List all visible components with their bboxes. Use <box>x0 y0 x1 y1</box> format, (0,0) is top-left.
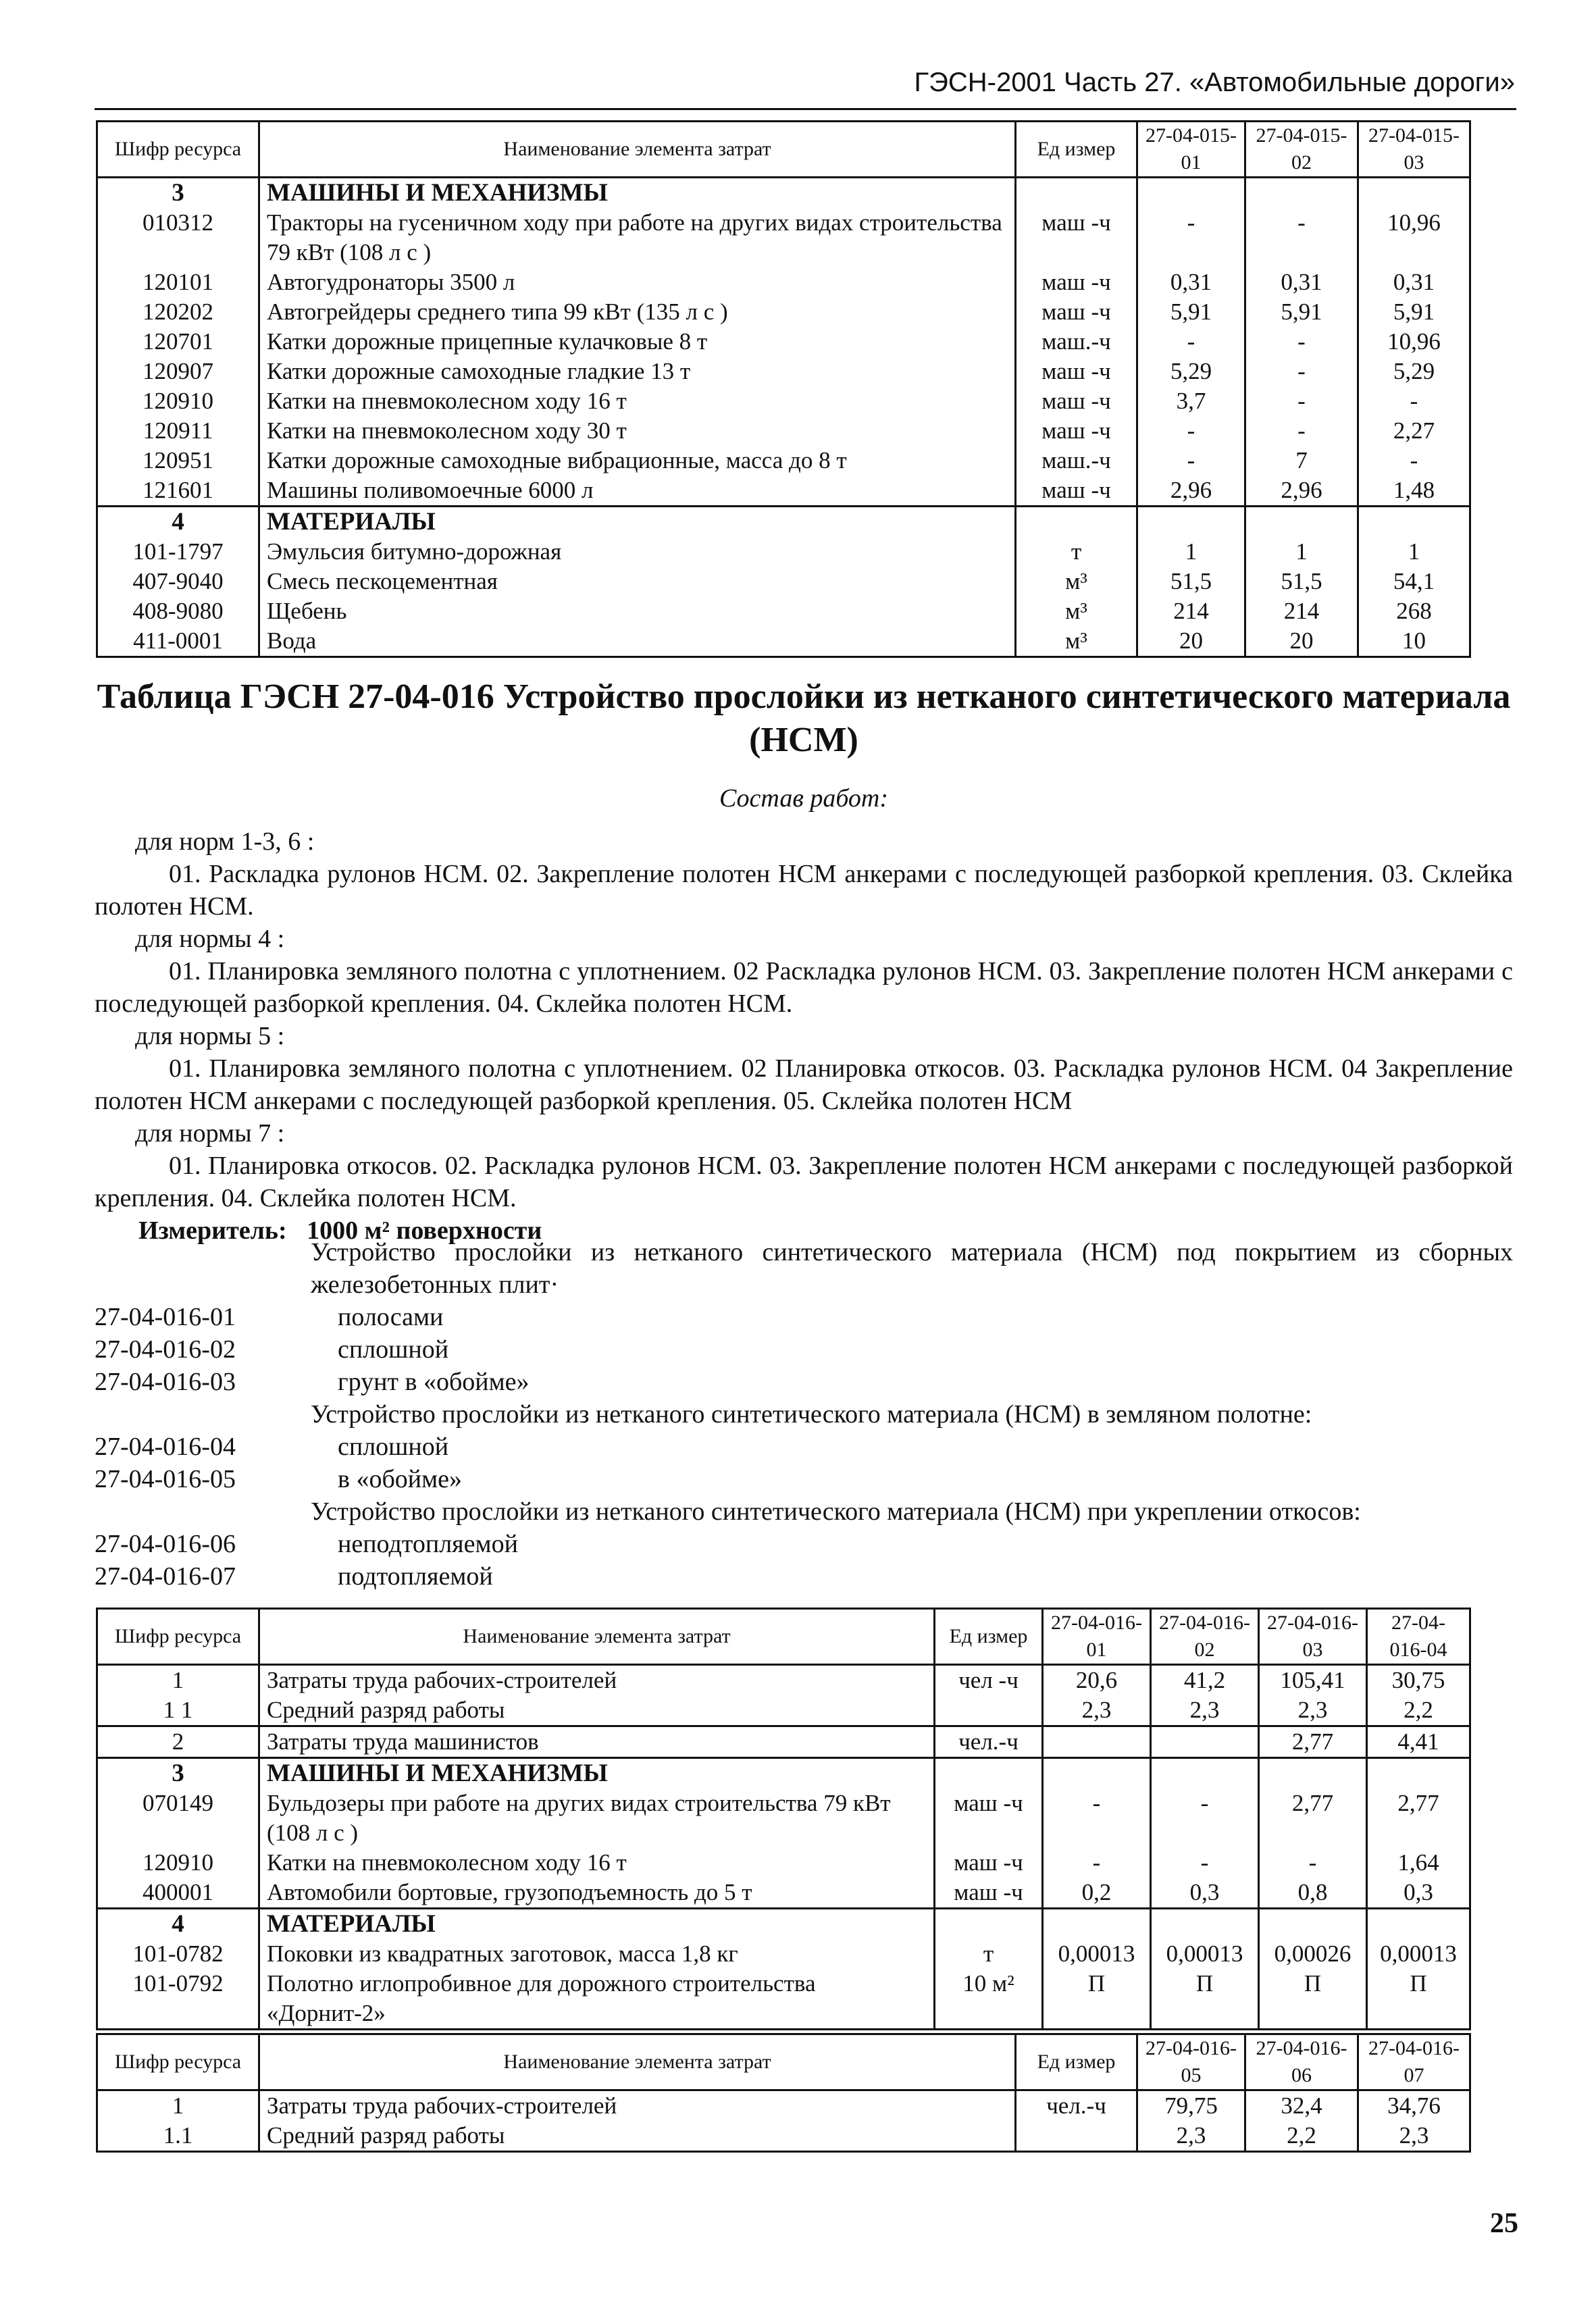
cell-name: Затраты труда машинистов <box>259 1726 935 1758</box>
cell-unit: т <box>935 1939 1043 1969</box>
cell-value: - <box>1245 416 1358 446</box>
table-row <box>97 596 1470 626</box>
cell-value: 5,91 <box>1137 297 1245 327</box>
col-unit: Ед измер <box>935 1609 1043 1665</box>
cell-name: МАТЕРИАЛЫ <box>259 507 1016 538</box>
table-header <box>97 2034 1470 2090</box>
cell-name: Бульдозеры при работе на других видах строительства 79 кВт (108 л с ) <box>259 1789 935 1848</box>
cell-name: Затраты труда рабочих-строителей <box>259 1665 935 1696</box>
cell-value: 32,4 <box>1245 2090 1358 2122</box>
cell-name: Катки дорожные самоходные вибрационные, масса до 8 т <box>259 446 1016 475</box>
cell-value: 79,75 <box>1137 2090 1245 2122</box>
table-row <box>97 1909 1470 1940</box>
cell-value: 2,3 <box>1259 1695 1367 1726</box>
cell-unit: маш -ч <box>935 1848 1043 1878</box>
cell-unit: маш -ч <box>1016 416 1137 446</box>
cell-value: П <box>1151 1969 1259 2030</box>
cell-name: МАШИНЫ И МЕХАНИЗМЫ <box>259 178 1016 209</box>
col-norm: 27-04-016-05 <box>1137 2034 1245 2090</box>
table-row <box>97 2090 1470 2122</box>
cell-value: 1 <box>1137 537 1245 567</box>
cell-value: 1 <box>1245 537 1358 567</box>
col-norm: 27-04-016-01 <box>1043 1609 1151 1665</box>
col-name: Наименование элемента затрат <box>259 122 1016 178</box>
cell-value: 0,00013 <box>1367 1939 1470 1969</box>
cell-unit: маш -ч <box>935 1789 1043 1848</box>
norm-label: в «обойме» <box>338 1465 463 1493</box>
cell-value: - <box>1151 1789 1259 1848</box>
norm-group-label: для нормы 5 : <box>135 1022 285 1050</box>
cell-name: Катки дорожные прицепные кулачковые 8 т <box>259 327 1016 357</box>
cell-name: Вода <box>259 626 1016 657</box>
measure-label: Измеритель: <box>138 1216 287 1245</box>
cell-code: 3 <box>97 1758 259 1789</box>
cell-value: 0,31 <box>1137 267 1245 297</box>
cell-name: Катки на пневмоколесном ходу 16 т <box>259 1848 935 1878</box>
col-norm: 27-04-015-01 <box>1137 122 1245 178</box>
cell-name: МАТЕРИАЛЫ <box>259 1909 935 1940</box>
cell-code: 3 <box>97 178 259 209</box>
cell-unit: маш -ч <box>1016 297 1137 327</box>
cell-code: 070149 <box>97 1789 259 1848</box>
cell-value: 2,3 <box>1137 2121 1245 2152</box>
cell-unit: маш.-ч <box>1016 327 1137 357</box>
table-row <box>97 1848 1470 1878</box>
norm-list <box>95 1236 1513 1593</box>
group-title: Устройство прослойки из нетканого синтетического материала (НСМ) в земляном полотне: <box>311 1400 1312 1429</box>
norm-label: грунт в «обойме» <box>338 1368 530 1396</box>
norm-label: полосами <box>338 1303 444 1331</box>
cell-value: - <box>1151 1848 1259 1878</box>
measure-value: 1000 м² поверхности <box>307 1216 542 1245</box>
cell-unit: м³ <box>1016 567 1137 596</box>
cell-value: - <box>1043 1848 1151 1878</box>
cell-value: 2,2 <box>1245 2121 1358 2152</box>
cell-value: 4,41 <box>1367 1726 1470 1758</box>
cell-value: 0,31 <box>1245 267 1358 297</box>
cell-value: 1,48 <box>1358 475 1470 507</box>
cell-unit: м³ <box>1016 596 1137 626</box>
col-code: Шифр ресурса <box>97 122 259 178</box>
col-unit: Ед измер <box>1016 122 1137 178</box>
table-row <box>97 386 1470 416</box>
cell-value: 20,6 <box>1043 1665 1151 1696</box>
cell-code: 400001 <box>97 1878 259 1909</box>
norm-row <box>95 1333 1513 1366</box>
cell-code: 010312 <box>97 208 259 267</box>
col-norm: 27-04-015-02 <box>1245 122 1358 178</box>
cell-code: 1 1 <box>97 1695 259 1726</box>
cell-name: Автогудронаторы 3500 л <box>259 267 1016 297</box>
cell-value: 2,27 <box>1358 416 1470 446</box>
norm-code: 27-04-016-06 <box>95 1530 236 1558</box>
table-row <box>97 178 1470 209</box>
norm-row <box>95 1528 1513 1560</box>
cell-unit: маш -ч <box>1016 386 1137 416</box>
table-header <box>97 1609 1470 1665</box>
composition-label: Состав работ: <box>719 784 889 813</box>
cell-code: 120910 <box>97 1848 259 1878</box>
table-row <box>97 267 1470 297</box>
cell-value: 5,91 <box>1245 297 1358 327</box>
cell-value: - <box>1137 446 1245 475</box>
cell-code: 101-0782 <box>97 1939 259 1969</box>
table-row <box>97 357 1470 386</box>
cell-name: Катки на пневмоколесном ходу 16 т <box>259 386 1016 416</box>
norm-code: 27-04-016-05 <box>95 1465 236 1493</box>
cell-code: 120951 <box>97 446 259 475</box>
cell-code: 101-0792 <box>97 1969 259 2030</box>
cell-value: 7 <box>1245 446 1358 475</box>
cell-value: 10 <box>1358 626 1470 657</box>
col-norm: 27-04-016-06 <box>1245 2034 1358 2090</box>
cell-unit: чел.-ч <box>1016 2090 1137 2122</box>
table-row <box>97 327 1470 357</box>
norm-code: 27-04-016-02 <box>95 1335 236 1364</box>
cell-unit: т <box>1016 537 1137 567</box>
composition-block <box>95 825 1513 1247</box>
col-unit: Ед измер <box>1016 2034 1137 2090</box>
table-row <box>97 1939 1470 1969</box>
cell-value: 0,2 <box>1043 1878 1151 1909</box>
cell-code: 120101 <box>97 267 259 297</box>
cell-value: 2,96 <box>1245 475 1358 507</box>
table-row <box>97 1789 1470 1848</box>
table-row <box>97 475 1470 507</box>
cell-unit: маш -ч <box>935 1878 1043 1909</box>
cell-name: МАШИНЫ И МЕХАНИЗМЫ <box>259 1758 935 1789</box>
norm-row <box>95 1463 1513 1495</box>
cell-unit <box>935 1695 1043 1726</box>
norm-label: подтопляемой <box>338 1562 493 1591</box>
cell-unit: маш.-ч <box>1016 446 1137 475</box>
cell-name: Смесь пескоцементная <box>259 567 1016 596</box>
norm-label: сплошной <box>338 1335 449 1364</box>
group-title: Устройство прослойки из нетканого синтетического материала (НСМ) при укреплении откосов: <box>311 1497 1361 1526</box>
cell-code: 1.1 <box>97 2121 259 2152</box>
col-name: Наименование элемента затрат <box>259 2034 1016 2090</box>
group-title: Устройство прослойки из нетканого синтетического материала (НСМ) под покрытием из сборных железобетонных плит· <box>311 1238 1513 1299</box>
cell-value: 2,3 <box>1151 1695 1259 1726</box>
cell-value: 54,1 <box>1358 567 1470 596</box>
cell-value: П <box>1259 1969 1367 2030</box>
table-row <box>97 446 1470 475</box>
cell-value: 10,96 <box>1358 327 1470 357</box>
norm-group-label: для норм 1-3, 6 : <box>135 827 315 856</box>
cell-value: 268 <box>1358 596 1470 626</box>
cell-value: 2,3 <box>1358 2121 1470 2152</box>
table-row <box>97 208 1470 267</box>
cell-name: Машины поливомоечные 6000 л <box>259 475 1016 507</box>
cell-unit: маш -ч <box>1016 208 1137 267</box>
cell-value: 0,31 <box>1358 267 1470 297</box>
cell-value: 0,00013 <box>1043 1939 1151 1969</box>
norm-label: сплошной <box>338 1433 449 1461</box>
norm-group-label: для нормы 7 : <box>135 1119 285 1148</box>
header-rule <box>95 108 1516 110</box>
cell-value: 2,77 <box>1367 1789 1470 1848</box>
cell-value: 30,75 <box>1367 1665 1470 1696</box>
norm-code: 27-04-016-03 <box>95 1368 236 1396</box>
cell-code: 120701 <box>97 327 259 357</box>
cell-value: 20 <box>1245 626 1358 657</box>
cell-name: Щебень <box>259 596 1016 626</box>
cell-code: 120907 <box>97 357 259 386</box>
cell-unit <box>1016 2121 1137 2152</box>
cell-name: Автомобили бортовые, грузоподъемность до 5 т <box>259 1878 935 1909</box>
cell-value <box>1043 1726 1151 1758</box>
table-header <box>97 122 1470 178</box>
cell-value: 41,2 <box>1151 1665 1259 1696</box>
norm-code: 27-04-016-07 <box>95 1562 236 1591</box>
cell-code: 121601 <box>97 475 259 507</box>
cell-value: - <box>1043 1789 1151 1848</box>
cell-name: Средний разряд работы <box>259 2121 1016 2152</box>
cell-value: 51,5 <box>1245 567 1358 596</box>
cell-unit: 10 м² <box>935 1969 1043 2030</box>
resource-table-015 <box>96 120 1471 658</box>
cell-value: 1 <box>1358 537 1470 567</box>
cell-value: - <box>1259 1848 1367 1878</box>
cell-unit: м³ <box>1016 626 1137 657</box>
cell-value: 1,64 <box>1367 1848 1470 1878</box>
cell-unit: чел -ч <box>935 1665 1043 1696</box>
work-steps: 01. Планировка земляного полотна с уплотнением. 02 Раскладка рулонов НСМ. 03. Закрепление полотен НСМ анкерами с последующей разборкой крепления. 04. Склейка полотен НСМ. <box>95 957 1513 1018</box>
cell-value: - <box>1245 208 1358 267</box>
cell-value: 0,8 <box>1259 1878 1367 1909</box>
page-number: 25 <box>1490 2208 1518 2239</box>
table-row <box>97 1665 1470 1696</box>
norm-row <box>95 1431 1513 1463</box>
cell-unit: чел.-ч <box>935 1726 1043 1758</box>
cell-unit: маш -ч <box>1016 475 1137 507</box>
cell-value: 3,7 <box>1137 386 1245 416</box>
cell-value: - <box>1358 446 1470 475</box>
work-steps: 01. Планировка откосов. 02. Раскладка рулонов НСМ. 03. Закрепление полотен НСМ анкерами с последующей разборкой крепления. 04. Склейка полотен НСМ. <box>95 1152 1513 1212</box>
cell-value: 51,5 <box>1137 567 1245 596</box>
col-norm: 27-04-016-04 <box>1367 1609 1470 1665</box>
cell-value: 0,3 <box>1367 1878 1470 1909</box>
col-norm: 27-04-016-07 <box>1358 2034 1470 2090</box>
cell-code: 120202 <box>97 297 259 327</box>
table-row <box>97 2121 1470 2152</box>
norm-label: неподтопляемой <box>338 1530 518 1558</box>
cell-name: Поковки из квадратных заготовок, масса 1,8 кг <box>259 1939 935 1969</box>
cell-code: 1 <box>97 1665 259 1696</box>
cell-name: Тракторы на гусеничном ходу при работе на других видах строительства 79 кВт (108 л с ) <box>259 208 1016 267</box>
table-row <box>97 537 1470 567</box>
cell-value: П <box>1367 1969 1470 2030</box>
cell-code: 411-0001 <box>97 626 259 657</box>
cell-value: - <box>1137 416 1245 446</box>
table-row <box>97 416 1470 446</box>
cell-name: Полотно иглопробивное для дорожного строительства «Дорнит-2» <box>259 1969 935 2030</box>
table-row <box>97 1758 1470 1789</box>
cell-name: Автогрейдеры среднего типа 99 кВт (135 л с ) <box>259 297 1016 327</box>
cell-name: Средний разряд работы <box>259 1695 935 1726</box>
norm-code: 27-04-016-04 <box>95 1433 236 1461</box>
norm-row <box>95 1560 1513 1593</box>
table-row <box>97 1695 1470 1726</box>
running-header: ГЭСН-2001 Часть 27. «Автомобильные дороги» <box>914 68 1515 97</box>
cell-value: 0,00026 <box>1259 1939 1367 1969</box>
cell-value: 2,2 <box>1367 1695 1470 1726</box>
cell-name: Затраты труда рабочих-строителей <box>259 2090 1016 2122</box>
cell-code: 407-9040 <box>97 567 259 596</box>
table-row <box>97 626 1470 657</box>
cell-unit: маш -ч <box>1016 267 1137 297</box>
cell-value: П <box>1043 1969 1151 2030</box>
cell-code: 1 <box>97 2090 259 2122</box>
cell-value: 214 <box>1137 596 1245 626</box>
col-code: Шифр ресурса <box>97 2034 259 2090</box>
table-row <box>97 1969 1470 2030</box>
work-steps: 01. Раскладка рулонов НСМ. 02. Закрепление полотен НСМ анкерами с последующей разборкой крепления. 03. Склейка полотен НСМ. <box>95 860 1513 921</box>
cell-value: 5,29 <box>1137 357 1245 386</box>
table-row <box>97 1878 1470 1909</box>
cell-value: 5,91 <box>1358 297 1470 327</box>
cell-value: - <box>1245 327 1358 357</box>
cell-value: 2,77 <box>1259 1789 1367 1848</box>
cell-value: 214 <box>1245 596 1358 626</box>
resource-table-016-a <box>96 1608 1471 2030</box>
cell-value: - <box>1358 386 1470 416</box>
col-norm: 27-04-016-02 <box>1151 1609 1259 1665</box>
cell-value <box>1151 1726 1259 1758</box>
norm-row <box>95 1301 1513 1333</box>
cell-value: 105,41 <box>1259 1665 1367 1696</box>
work-steps: 01. Планировка земляного полотна с уплотнением. 02 Планировка откосов. 03. Раскладка рулонов НСМ. 04 Закрепление полотен НСМ анкерами с последующей разборкой крепления. 05. Склейка полотен НСМ <box>95 1054 1513 1115</box>
cell-value: - <box>1245 357 1358 386</box>
cell-value: 10,96 <box>1358 208 1470 267</box>
col-code: Шифр ресурса <box>97 1609 259 1665</box>
table-row <box>97 507 1470 538</box>
col-norm: 27-04-015-03 <box>1358 122 1470 178</box>
cell-value: - <box>1245 386 1358 416</box>
col-name: Наименование элемента затрат <box>259 1609 935 1665</box>
section-title: Таблица ГЭСН 27-04-016 Устройство прослойки из нетканого синтетического материала (НСМ) <box>97 677 1511 759</box>
cell-value: 2,3 <box>1043 1695 1151 1726</box>
table-row <box>97 1726 1470 1758</box>
cell-code: 2 <box>97 1726 259 1758</box>
cell-code: 4 <box>97 1909 259 1940</box>
cell-value: 5,29 <box>1358 357 1470 386</box>
cell-value: - <box>1137 208 1245 267</box>
cell-value: 34,76 <box>1358 2090 1470 2122</box>
cell-code: 4 <box>97 507 259 538</box>
cell-value: - <box>1137 327 1245 357</box>
norm-code: 27-04-016-01 <box>95 1303 236 1331</box>
cell-name: Эмульсия битумно-дорожная <box>259 537 1016 567</box>
cell-code: 120911 <box>97 416 259 446</box>
norm-row <box>95 1366 1513 1398</box>
cell-unit: маш -ч <box>1016 357 1137 386</box>
cell-name: Катки дорожные самоходные гладкие 13 т <box>259 357 1016 386</box>
cell-value: 2,77 <box>1259 1726 1367 1758</box>
cell-value: 0,00013 <box>1151 1939 1259 1969</box>
cell-code: 101-1797 <box>97 537 259 567</box>
cell-value: 2,96 <box>1137 475 1245 507</box>
cell-code: 408-9080 <box>97 596 259 626</box>
table-row <box>97 567 1470 596</box>
resource-table-016-b <box>96 2033 1471 2153</box>
table-row <box>97 297 1470 327</box>
cell-value: 0,3 <box>1151 1878 1259 1909</box>
norm-group-label: для нормы 4 : <box>135 925 285 953</box>
cell-code: 120910 <box>97 386 259 416</box>
cell-value: 20 <box>1137 626 1245 657</box>
cell-name: Катки на пневмоколесном ходу 30 т <box>259 416 1016 446</box>
col-norm: 27-04-016-03 <box>1259 1609 1367 1665</box>
